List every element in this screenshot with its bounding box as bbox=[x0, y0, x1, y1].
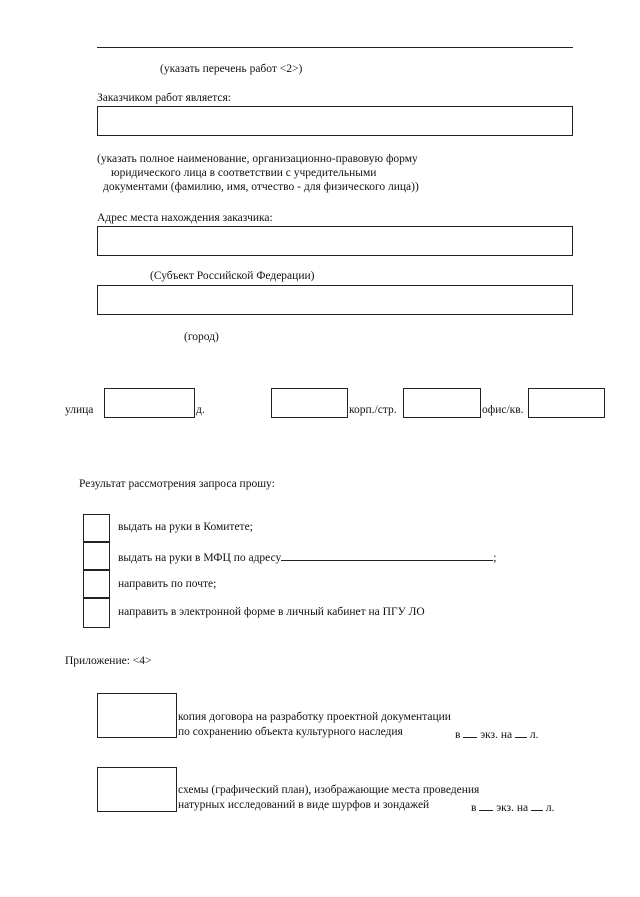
customer-hint-line1: (указать полное наименование, организационно-правовую форму bbox=[97, 153, 418, 165]
attachment-2-copies-prefix: в bbox=[471, 802, 477, 814]
attachment-1-copies-mid: экз. на bbox=[480, 729, 513, 741]
attachment-label: Приложение: <4> bbox=[65, 655, 152, 667]
option-mfc-checkbox[interactable] bbox=[83, 542, 110, 570]
house-label: д. bbox=[196, 404, 205, 416]
mfc-address-line[interactable] bbox=[281, 549, 493, 561]
attachment-1-line1: копия договора на разработку проектной документации bbox=[178, 711, 451, 723]
option-committee-checkbox[interactable] bbox=[83, 514, 110, 542]
work-list-line bbox=[97, 47, 573, 48]
option-electronic-checkbox[interactable] bbox=[83, 598, 110, 628]
customer-hint-line3: документами (фамилию, имя, отчество - для физического лица)) bbox=[103, 181, 419, 193]
subject-field[interactable] bbox=[97, 226, 573, 256]
city-field[interactable] bbox=[97, 285, 573, 315]
result-label: Результат рассмотрения запроса прошу: bbox=[79, 478, 275, 490]
street-field[interactable] bbox=[104, 388, 195, 418]
attachment-1-copies-suffix: л. bbox=[529, 729, 539, 741]
house-field[interactable] bbox=[271, 388, 348, 418]
building-field[interactable] bbox=[403, 388, 481, 418]
customer-hint-line2: юридического лица в соответствии с учредительными bbox=[111, 167, 377, 179]
office-field[interactable] bbox=[528, 388, 605, 418]
option-committee-label: выдать на руки в Комитете; bbox=[118, 521, 253, 533]
building-label: корп./стр. bbox=[349, 404, 397, 416]
work-list-hint: (указать перечень работ <2>) bbox=[160, 63, 303, 75]
street-label: улица bbox=[65, 404, 94, 416]
attachment-1-checkbox[interactable] bbox=[97, 693, 177, 738]
address-label: Адрес места нахождения заказчика: bbox=[97, 212, 273, 224]
attachment-1-copies-prefix: в bbox=[455, 729, 461, 741]
customer-name-field[interactable] bbox=[97, 106, 573, 136]
attachment-1-pages-count[interactable] bbox=[515, 726, 527, 738]
attachment-2-copies-mid: экз. на bbox=[496, 802, 529, 814]
mfc-suffix: ; bbox=[493, 552, 497, 564]
customer-label: Заказчиком работ является: bbox=[97, 92, 231, 104]
attachment-2-copies-suffix: л. bbox=[545, 802, 555, 814]
option-mail-label: направить по почте; bbox=[118, 578, 217, 590]
option-electronic-label: направить в электронной форме в личный кабинет на ПГУ ЛО bbox=[118, 606, 425, 618]
attachment-2-checkbox[interactable] bbox=[97, 767, 177, 812]
attachment-2-copies-count[interactable] bbox=[479, 799, 493, 811]
city-hint: (город) bbox=[184, 331, 219, 343]
office-label: офис/кв. bbox=[482, 404, 524, 416]
option-mfc-text: выдать на руки в МФЦ по адресу bbox=[118, 552, 282, 564]
attachment-1-copies-count[interactable] bbox=[463, 726, 477, 738]
subject-hint: (Субъект Российской Федерации) bbox=[150, 270, 315, 282]
attachment-1-line2: по сохранению объекта культурного наследия bbox=[178, 726, 403, 738]
option-mfc-label bbox=[118, 549, 496, 564]
option-mail-checkbox[interactable] bbox=[83, 570, 110, 598]
attachment-2-line2: натурных исследований в виде шурфов и зондажей bbox=[178, 799, 430, 811]
attachment-2-line1: схемы (графический план), изображающие места проведения bbox=[178, 784, 480, 796]
attachment-1-copies bbox=[455, 726, 539, 741]
attachment-2-pages-count[interactable] bbox=[531, 799, 543, 811]
attachment-2-copies bbox=[471, 799, 555, 814]
